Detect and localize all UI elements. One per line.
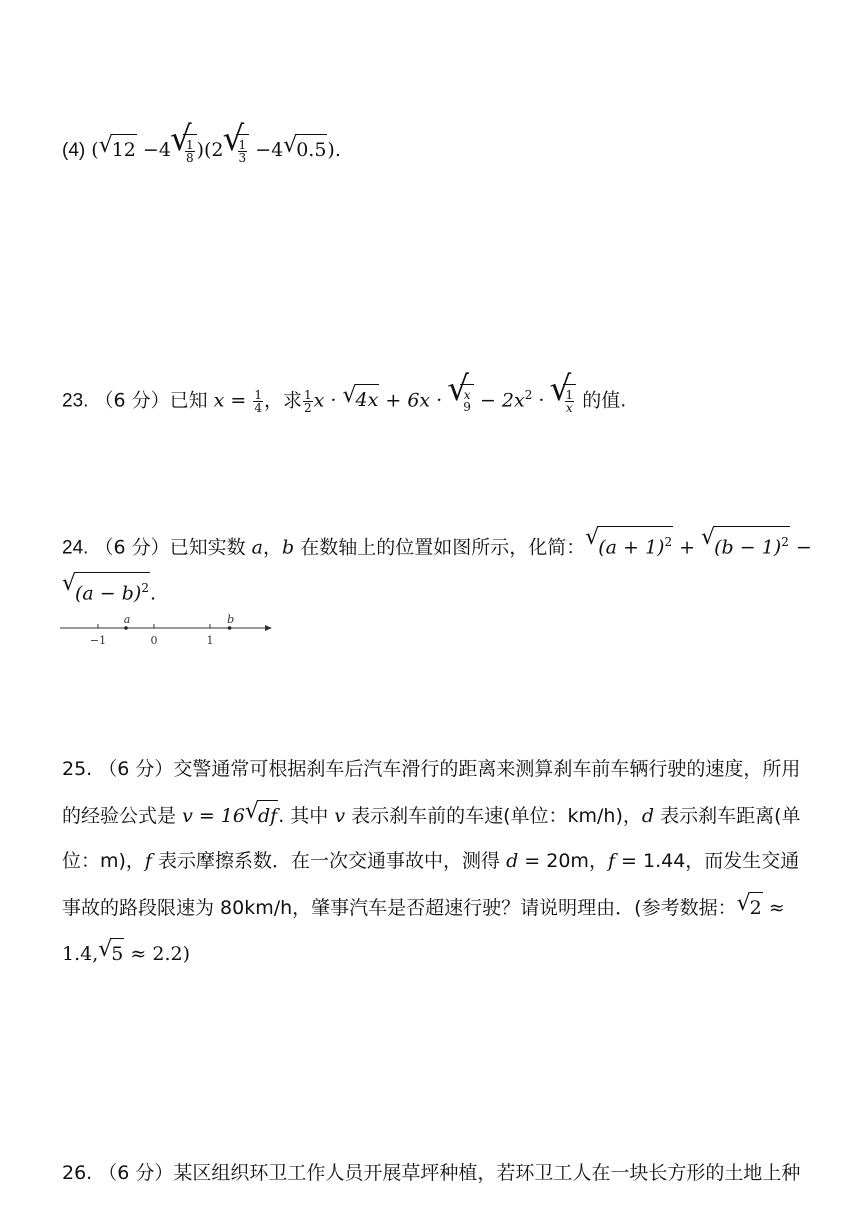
q23-score: （6 分）已知 <box>94 389 208 412</box>
number-line-tick-label: −1 <box>89 634 107 647</box>
sqrt-df: √ df <box>246 800 278 831</box>
sqrt-1-over-x: √ $\frac{1}{x}$ <box>552 384 577 415</box>
question-25-line4: 事故的路段限速为 80km/h，肇事汽车是否超速行驶？请说明理由．(参考数据：√ 2 ≈ <box>62 892 785 922</box>
q22-part4: (4) (√ 12 −4 √ $\frac{1}{8}$ )(2 √ $\frac{1}{3}$ −4√ 0.5). <box>62 134 341 164</box>
sqrt-12: √ 12 <box>100 134 137 165</box>
number-line-figure <box>56 612 280 648</box>
question-25-line3: 位：m)，f 表示摩擦系数．在一次交通事故中，测得 d = 20m，f = 1.44，而发生交通 <box>62 850 800 872</box>
point-b-label: b <box>227 613 235 626</box>
point-a <box>124 626 128 630</box>
frac-1-2: $\frac{1}{2}$ <box>304 387 312 415</box>
q22-part4-label: (4) <box>62 140 86 161</box>
point-a-label: a <box>123 613 131 626</box>
sqrt-0-5: √ 0.5 <box>284 134 327 165</box>
question-25-line2: 的经验公式是 v = 16√ df. 其中 v 表示刹车前的车速(单位：km/h)，d 表示刹车距离(单 <box>62 800 801 830</box>
frac-1-4: $\frac{1}{4}$ <box>254 387 263 415</box>
number-line-tick-label: 1 <box>206 634 214 647</box>
question-24: 24. （6 分）已知实数 a，b 在数轴上的位置如图所示，化简：√ $(a + 1)^2$ + √ $(b - 1)^2$ − <box>62 526 812 556</box>
sqrt-2: √ 2 <box>738 892 763 923</box>
sqrt-4x: √ 4x <box>344 384 380 415</box>
question-25-line5: 1.4,√ 5 ≈ 2.2) <box>62 938 190 968</box>
number-line-tick-label: 0 <box>150 634 158 647</box>
q24-number: 24. <box>62 537 89 559</box>
q23-number: 23. <box>62 390 89 412</box>
sqrt-frac-1-8: √ $\frac{1}{8}$ <box>172 134 197 165</box>
sqrt-5: √ 5 <box>99 938 124 969</box>
sqrt-a-minus-b-sq: √ $(a - b)^2$ <box>63 572 150 608</box>
question-25-line1: 25. （6 分）交警通常可根据刹车后汽车滑行的距离来测算刹车前车辆行驶的速度，所用 <box>62 758 801 780</box>
question-24-cont: √ $(a - b)^2$. <box>62 572 156 602</box>
arrow-right-icon <box>265 625 272 631</box>
question-26-line1: 26. （6 分）某区组织环卫工作人员开展草坪种植，若环卫工人在一块长方形的土地上种 <box>62 1162 801 1184</box>
sqrt-b-minus-1-sq: √ $(b - 1)^2$ <box>702 526 790 562</box>
sqrt-frac-1-3: √ $\frac{1}{3}$ <box>225 134 250 165</box>
question-23: 23. （6 分）已知 x = $\frac{1}{4}$ ，求 $\frac{1}{2}$ x · √ 4x + 6x · √ x 9 − $2x^2$ · √ $\frac{1}{x}$ 的值. <box>62 380 626 410</box>
point-b <box>228 626 232 630</box>
sqrt-a-plus-1-sq: √ $(a + 1)^2$ <box>586 526 673 562</box>
sqrt-x-over-9: √ x 9 <box>449 384 474 415</box>
